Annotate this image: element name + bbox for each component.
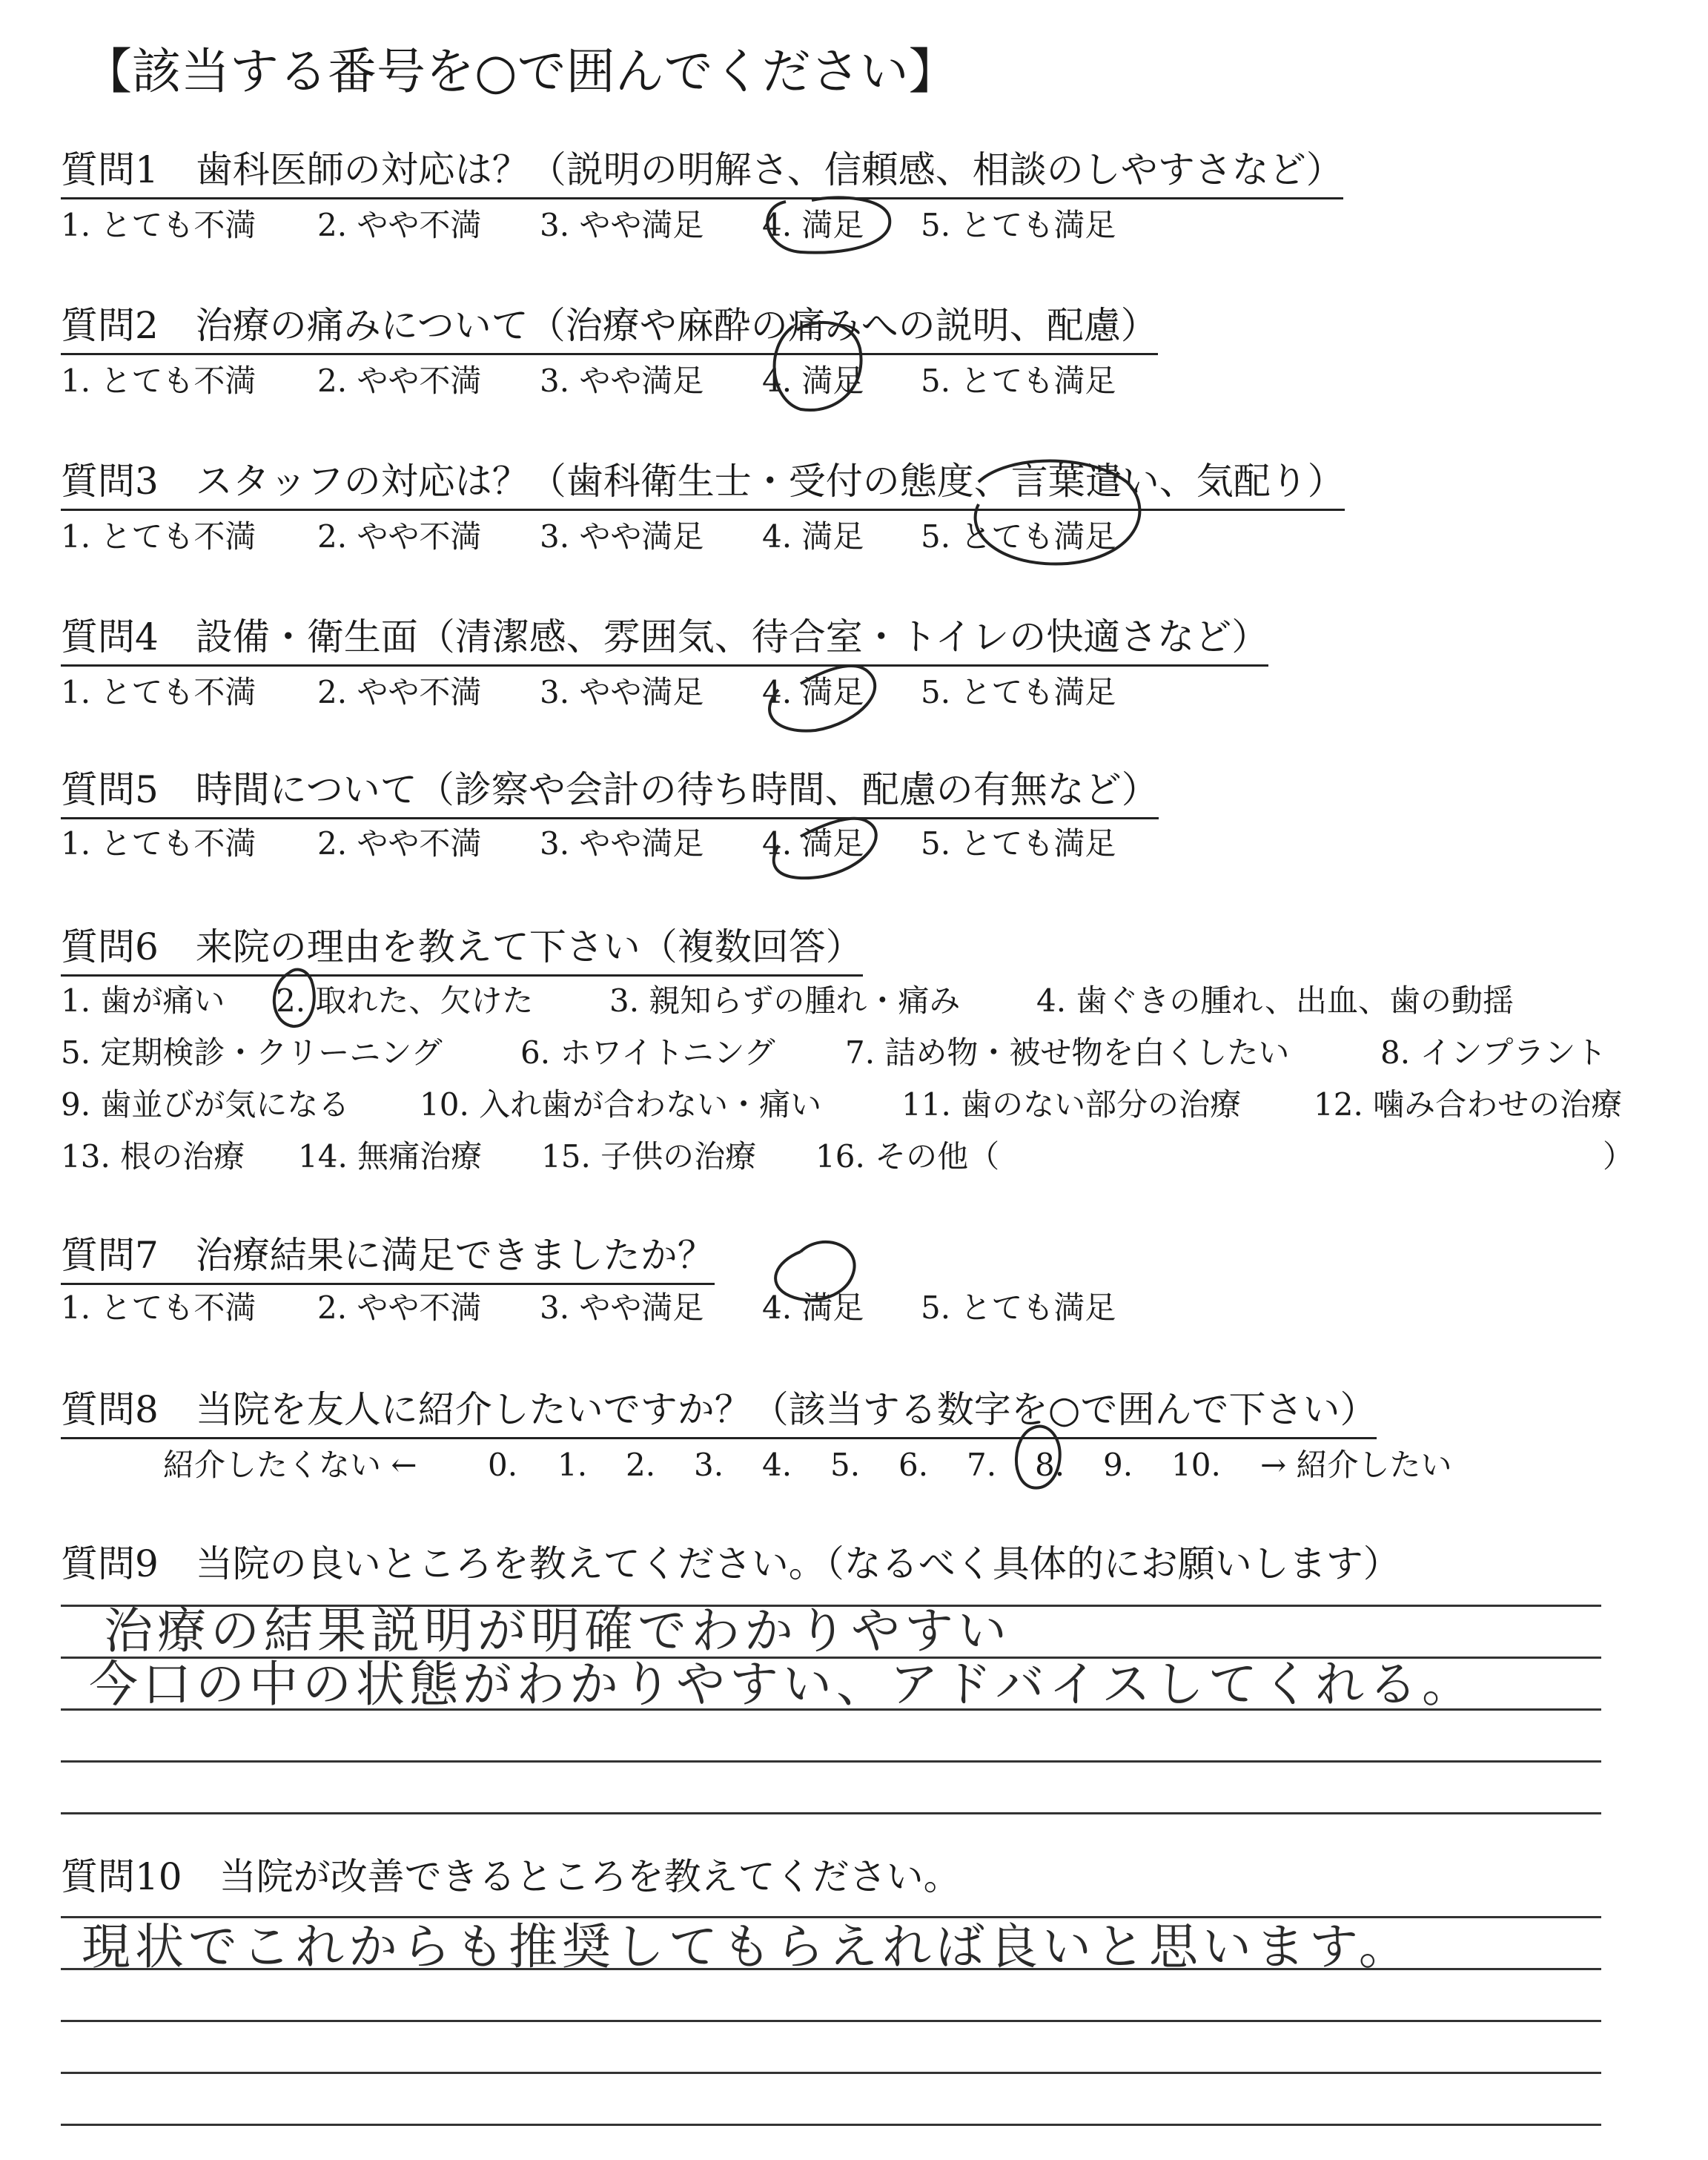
q5-option-1[interactable]: 1. とても不満 <box>61 825 256 862</box>
q2-option-4[interactable]: 4. 満足 <box>762 363 864 399</box>
q7-option-3[interactable]: 3. やや満足 <box>540 1289 704 1326</box>
question-7-options <box>61 1287 1173 1329</box>
q8-score-2[interactable]: 2. <box>626 1447 656 1483</box>
q6-option-11[interactable]: 11. 歯のない部分の治療 <box>901 1086 1242 1123</box>
q2-option-2[interactable]: 2. やや不満 <box>317 363 482 399</box>
q6-option-14[interactable]: 14. 無痛治療 <box>298 1138 483 1175</box>
q9-answer-line-2[interactable]: 今口の中の状態がわかりやすい、アドバイスしてくれる。 <box>89 1656 1476 1713</box>
q6-other-close-paren: ） <box>1603 1138 1635 1175</box>
question-5-heading: 質問5 時間について（診察や会計の待ち時間、配慮の有無など） <box>61 765 1159 819</box>
q8-score-3[interactable]: 3. <box>694 1447 724 1483</box>
question-5-options <box>61 823 1173 865</box>
q2-option-5[interactable]: 5. とても満足 <box>921 363 1116 399</box>
question-4-heading: 質問4 設備・衛生面（清潔感、雰囲気、待合室・トイレの快適さなど） <box>61 612 1268 667</box>
q2-option-1[interactable]: 1. とても不満 <box>61 363 256 399</box>
q3-option-5[interactable]: 5. とても満足 <box>921 518 1116 555</box>
q6-option-7[interactable]: 7. 詰め物・被せ物を白くしたい <box>845 1034 1290 1071</box>
q8-scale <box>163 1444 1497 1486</box>
q6-option-12[interactable]: 12. 噛み合わせの治療 <box>1314 1086 1623 1123</box>
q6-option-8[interactable]: 8. インプラント <box>1380 1034 1607 1071</box>
q1-option-4[interactable]: 4. 満足 <box>762 207 864 243</box>
q9-ruled-line <box>61 1760 1601 1763</box>
q6-option-9[interactable]: 9. 歯並びが気になる <box>61 1086 350 1123</box>
q7-option-4[interactable]: 4. 満足 <box>762 1289 864 1326</box>
question-1-heading: 質問1 歯科医師の対応は？（説明の明解さ、信頼感、相談のしやすさなど） <box>61 145 1343 199</box>
q3-option-1[interactable]: 1. とても不満 <box>61 518 256 555</box>
q5-option-2[interactable]: 2. やや不満 <box>317 825 482 862</box>
q7-option-1[interactable]: 1. とても不満 <box>61 1289 256 1326</box>
page-title: 【該当する番号を○で囲んでください】 <box>83 43 958 100</box>
q2-option-3[interactable]: 3. やや満足 <box>540 363 704 399</box>
question-1-options <box>61 205 1173 246</box>
question-2-options <box>61 360 1173 402</box>
q6-option-15[interactable]: 15. 子供の治療 <box>541 1138 757 1175</box>
q8-score-7[interactable]: 7. <box>967 1447 997 1483</box>
question-9-heading: 質問9 当院の良いところを教えてください。（なるべく具体的にお願いします） <box>61 1542 1400 1585</box>
q1-option-2[interactable]: 2. やや不満 <box>317 207 482 243</box>
question-6-heading: 質問6 来院の理由を教えて下さい（複数回答） <box>61 922 863 977</box>
q3-option-3[interactable]: 3. やや満足 <box>540 518 704 555</box>
q4-option-2[interactable]: 2. やや不満 <box>317 674 482 710</box>
q6-option-13[interactable]: 13. 根の治療 <box>61 1138 245 1175</box>
q1-option-3[interactable]: 3. やや満足 <box>540 207 704 243</box>
q8-score-6[interactable]: 6. <box>898 1447 929 1483</box>
q10-ruled-line <box>61 2124 1601 2126</box>
question-3-heading: 質問3 スタッフの対応は？（歯科衛生士・受付の態度、言葉遣い、気配り） <box>61 457 1345 511</box>
q6-row-3 <box>61 1084 1662 1126</box>
q8-score-5[interactable]: 5. <box>830 1447 861 1483</box>
q6-option-5[interactable]: 5. 定期検診・クリーニング <box>61 1034 443 1071</box>
question-4-options <box>61 672 1173 713</box>
q5-option-3[interactable]: 3. やや満足 <box>540 825 704 862</box>
q4-option-1[interactable]: 1. とても不満 <box>61 674 256 710</box>
q8-score-0[interactable]: 0. <box>488 1447 518 1483</box>
q8-left-label: 紹介したくない ← <box>163 1447 417 1483</box>
q6-option-4[interactable]: 4. 歯ぐきの腫れ、出血、歯の動揺 <box>1036 982 1514 1019</box>
q3-option-4[interactable]: 4. 満足 <box>762 518 864 555</box>
q8-score-8[interactable]: 8. <box>1035 1447 1065 1483</box>
q6-option-2[interactable]: 2. 取れた、欠けた <box>276 982 534 1019</box>
question-8-heading: 質問8 当院を友人に紹介したいですか？（該当する数字を○で囲んで下さい） <box>61 1385 1377 1439</box>
q6-option-3[interactable]: 3. 親知らずの腫れ・痛み <box>609 982 961 1019</box>
q10-ruled-line <box>61 2020 1601 2022</box>
q7-option-2[interactable]: 2. やや不満 <box>317 1289 482 1326</box>
q7-option-5[interactable]: 5. とても満足 <box>921 1289 1116 1326</box>
q10-answer-line-1[interactable]: 現状でこれからも推奨してもらえれば良いと思います。 <box>82 1918 1412 1975</box>
q1-option-1[interactable]: 1. とても不満 <box>61 207 256 243</box>
q6-option-1[interactable]: 1. 歯が痛い <box>61 982 225 1019</box>
q10-ruled-line <box>61 2072 1601 2074</box>
q8-score-9[interactable]: 9. <box>1103 1447 1133 1483</box>
q6-option-6[interactable]: 6. ホワイトニング <box>520 1034 775 1071</box>
q9-ruled-line <box>61 1812 1601 1814</box>
q6-option-10[interactable]: 10. 入れ歯が合わない・痛い <box>420 1086 822 1123</box>
question-2-heading: 質問2 治療の痛みについて（治療や麻酔の痛みへの説明、配慮） <box>61 301 1158 355</box>
q4-option-5[interactable]: 5. とても満足 <box>921 674 1116 710</box>
question-7-heading: 質問7 治療結果に満足できましたか？ <box>61 1231 715 1285</box>
q8-right-label: → 紹介したい <box>1260 1447 1452 1483</box>
q6-row-2 <box>61 1032 1662 1074</box>
question-10-heading: 質問10 当院が改善できるところを教えてください。 <box>61 1855 961 1898</box>
question-3-options <box>61 516 1173 558</box>
q1-option-5[interactable]: 5. とても満足 <box>921 207 1116 243</box>
q6-option-16[interactable]: 16. その他（ <box>815 1138 1000 1175</box>
q5-option-5[interactable]: 5. とても満足 <box>921 825 1116 862</box>
q6-row-1 <box>61 980 1662 1022</box>
q4-option-4[interactable]: 4. 満足 <box>762 674 864 710</box>
q3-option-2[interactable]: 2. やや不満 <box>317 518 482 555</box>
q8-score-10[interactable]: 10. <box>1171 1447 1221 1483</box>
q8-score-4[interactable]: 4. <box>762 1447 792 1483</box>
q6-row-4 <box>61 1136 1662 1178</box>
q4-option-3[interactable]: 3. やや満足 <box>540 674 704 710</box>
q9-answer-line-1[interactable]: 治療の結果説明が明確でわかりやすい <box>104 1602 1011 1659</box>
q5-option-4[interactable]: 4. 満足 <box>762 825 864 862</box>
q8-score-1[interactable]: 1. <box>557 1447 588 1483</box>
